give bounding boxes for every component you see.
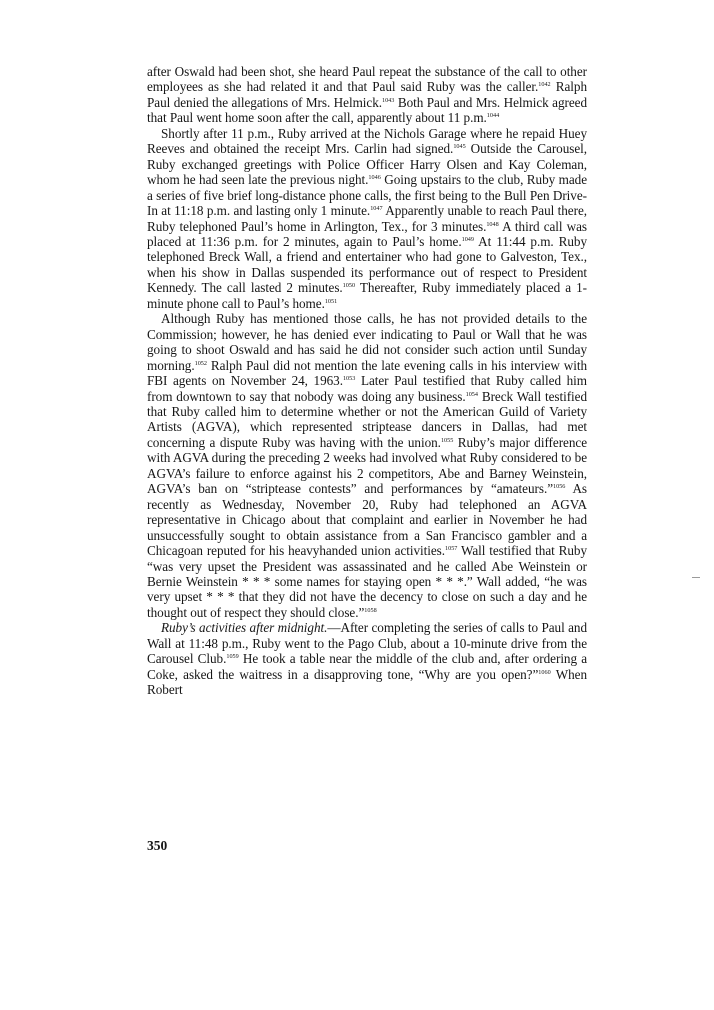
footnote-ref: 1058 [364,606,377,614]
footnote-ref: 1051 [324,297,338,305]
text-run: Going upstairs to the club, Ruby made a series of five brief long-distance phone calls, the first being to the Bull Pen Drive-In at 11:18 p.m. and lasting only 1 minute. [147,172,587,219]
text-run: Apparently unable to reach Paul there, Ruby telephoned Paul’s home in Arlington, Tex., for 3 minutes. [147,203,588,234]
text-run: Ruby’s major difference with AGVA during the preceding 2 weeks had involved what Ruby considered to be AGVA’s failure to enforce against his 2 competitors, Abe and Barney Weinstein, AGVA’s ban on “striptease contests” and performances by “amateurs.” [147,434,587,497]
footnote-ref: 1055 [440,436,454,444]
footnote-ref: 1047 [370,205,383,213]
body-text [147,64,587,698]
text-run: Breck Wall testified that Ruby called him to determine whether or not the American Guild of Variety Artists (AGVA), which represented striptease dancers in Dallas, had met concerning a dispute Ruby was having with the union. [147,388,587,450]
footnote-ref: 1042 [538,81,551,89]
text-run: At 11:44 p.m. Ruby telephoned Breck Wall, a friend and entertainer who had gone to Galveston, Tex., when his show in Dallas suspended its performance out of respect to President Kennedy. The call lasted 2 minutes. [147,233,587,296]
footnote-ref: 1057 [445,545,458,553]
footnote-ref: 1054 [465,390,478,398]
text-run: Later Paul testified that Ruby called him from downtown to say that nobody was doing any business. [147,373,587,404]
margin-mark [692,577,700,578]
footnote-ref: 1046 [368,174,381,182]
footnote-ref: 1048 [486,220,499,228]
text-run: When Robert [147,666,587,698]
text-run: after Oswald had been shot, she heard Paul repeat the substance of the call to other employees as she had related it and that Paul said Ruby was the caller. [147,64,587,95]
text-run: A third call was placed at 11:36 p.m. for 2 minutes, again to Paul’s home. [147,218,587,249]
text-run: Both Paul and Mrs. Helmick agreed that Paul went home soon after the call, apparently about 11 p.m. [147,94,587,126]
footnote-ref: 1045 [453,143,466,151]
footnote-ref: 1059 [226,653,239,661]
paragraph [147,126,587,311]
footnote-ref: 1056 [553,483,566,491]
paragraph [147,64,587,126]
footnote-ref: 1050 [342,282,356,290]
text-run: Outside the Carousel, Ruby exchanged greetings with Police Officer Harry Olsen and Kay Coleman, whom he had seen late the previous night. [147,141,587,188]
footnote-ref: 1044 [486,112,500,120]
run-in-heading: Ruby’s activities after midnight. [161,620,328,636]
footnote-ref: 1053 [342,375,356,383]
text-run: Thereafter, Ruby immediately placed a 1-minute phone call to Paul’s home. [147,280,587,311]
text-run: He took a table near the middle of the club and, after ordering a Coke, asked the waitress in a disapproving tone, “Why are you open?” [147,651,587,682]
text-run: Wall testified that Ruby “was very upset the President was assassinated and he called Abe Weinstein or Bernie Weinstein * * * some names for staying open * * *.” Wall added, “he was very upset * * * that they did not have the decency to close on such a day and he thought out of respect they should close.” [147,543,587,620]
text-run: As recently as Wednesday, November 20, Ruby had telephoned an AGVA representative in Chicago about that complaint and earlier in November he had unsuccessfully sought to obtain assistance from a San Francisco gambler and a Chicagoan reputed for his heavyhanded union activities. [147,481,588,559]
footnote-ref: 1060 [538,668,551,676]
text-run: Ralph Paul denied the allegations of Mrs. Helmick. [147,79,587,110]
text-run: Ralph Paul did not mention the late evening calls in his interview with FBI agents on November 24, 1963. [147,357,587,389]
paragraph [147,620,587,697]
footnote-ref: 1049 [461,235,474,243]
footnote-ref: 1052 [194,359,207,367]
footnote-ref: 1043 [381,96,395,104]
page-number: 350 [147,838,168,853]
text-run: Although Ruby has mentioned those calls, he has not provided details to the Commission; however, he has denied ever indicating to Paul or Wall that he was going to shoot Oswald and has said he did not consider such action until Sunday morning. [147,311,587,373]
paragraph [147,311,587,620]
text-run: Shortly after 11 p.m., Ruby arrived at the Nichols Garage where he repaid Huey Reeves and obtained the receipt Mrs. Carlin had signed. [147,125,587,157]
text-run: —After completing the series of calls to Paul and Wall at 11:48 p.m., Ruby went to the Pago Club, about a 10-minute drive from the Carousel Club. [147,620,587,667]
